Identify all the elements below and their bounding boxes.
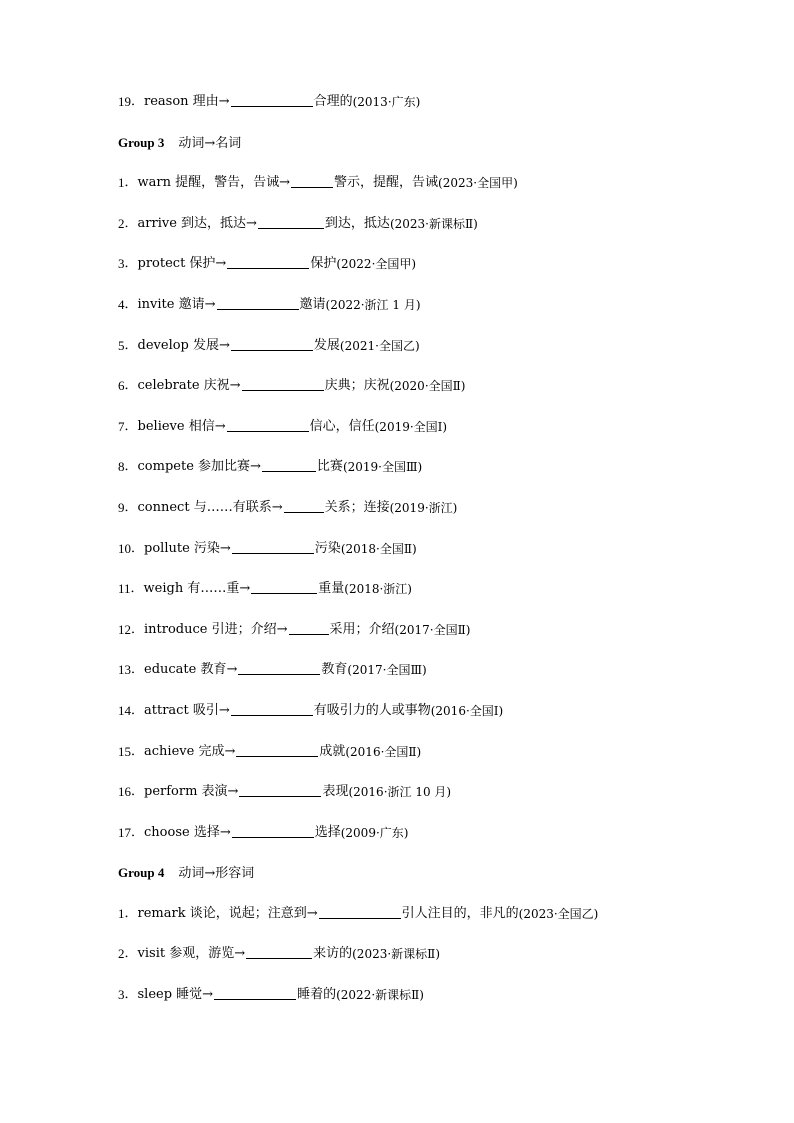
item-separator: ．: [124, 987, 138, 1003]
item-number: 3: [118, 987, 125, 1003]
answer-blank[interactable]: [231, 701, 313, 716]
item-word: sleep 睡觉→: [137, 987, 214, 1003]
item-separator: ．: [124, 215, 138, 231]
answer-blank[interactable]: [289, 620, 329, 635]
answer-blank[interactable]: [217, 295, 299, 310]
item-source: (2022·新课标Ⅱ): [336, 988, 424, 1003]
group-title: 动词→形容词: [178, 866, 255, 882]
item-meaning: 关系；连接: [324, 499, 390, 515]
item-number: 2: [118, 215, 125, 231]
item-number: 14: [118, 702, 131, 718]
item-separator: ．: [131, 621, 145, 637]
item-word: choose 选择→: [144, 824, 231, 840]
group-label: Group 3: [118, 134, 165, 150]
item-meaning: 教育: [321, 662, 348, 678]
exercise-item: [118, 214, 738, 255]
item-number: 9: [118, 499, 125, 515]
item-meaning: 到达，抵达: [324, 215, 390, 231]
exercise-item: [118, 539, 738, 580]
item-meaning: 庆典；庆祝: [324, 378, 390, 394]
item-separator: ．: [124, 175, 138, 191]
item-meaning: 污染: [314, 540, 341, 556]
item-number: 1: [118, 905, 125, 921]
exercise-item: [118, 944, 738, 985]
item-separator: ．: [131, 540, 145, 556]
answer-blank[interactable]: [291, 173, 333, 188]
item-meaning: 表现: [322, 784, 349, 800]
item-number: 6: [118, 378, 125, 394]
answer-blank[interactable]: [231, 92, 313, 107]
item-word: reason 理由→: [144, 94, 230, 109]
answer-blank[interactable]: [262, 457, 316, 472]
item-word: invite 邀请→: [137, 296, 216, 312]
exercise-item: [118, 985, 738, 1026]
item-meaning: 保护: [310, 256, 337, 272]
item-meaning: 睡着的: [297, 987, 337, 1003]
item-source: (2018·浙江): [344, 582, 412, 597]
item-separator: ．: [131, 702, 145, 718]
item-source: (2023·全国甲): [438, 176, 518, 191]
item-meaning: 发展: [313, 337, 340, 353]
item-source: (2022·浙江 1 月): [325, 297, 421, 312]
answer-blank[interactable]: [214, 985, 296, 1000]
exercise-item: [118, 742, 738, 783]
exercise-item: [118, 376, 738, 417]
item-number: 19: [118, 94, 131, 109]
item-meaning: 警示，提醒，告诫: [334, 175, 439, 191]
item-word: celebrate 庆祝→: [137, 378, 241, 394]
item-separator: ．: [124, 296, 138, 312]
item-number: 17: [118, 824, 131, 840]
item-number: 4: [118, 296, 125, 312]
item-separator: ．: [124, 337, 138, 353]
item-meaning: 比赛: [316, 459, 343, 475]
group-heading: [118, 133, 738, 174]
item-number: 15: [118, 743, 131, 759]
item-word: introduce 引进；介绍→: [144, 621, 288, 637]
item-word: connect 与……有联系→: [137, 499, 283, 515]
answer-blank[interactable]: [236, 742, 318, 757]
answer-blank[interactable]: [239, 782, 321, 797]
item-word: compete 参加比赛→: [137, 459, 261, 475]
item-word: visit 参观，游览→: [137, 946, 246, 962]
group-title: 动词→名词: [178, 135, 242, 151]
item-word: weigh 有……重→: [143, 581, 251, 597]
item-source: (2019·全国Ⅰ): [374, 419, 448, 434]
exercise-item: [118, 498, 738, 539]
item-word: protect 保护→: [137, 256, 227, 272]
group-heading: [118, 863, 738, 904]
answer-blank[interactable]: [246, 944, 312, 959]
item-meaning: 邀请: [299, 296, 326, 312]
item-source: (2017·全国Ⅲ): [347, 663, 427, 678]
exercise-item: [118, 579, 738, 620]
item-separator: ．: [124, 459, 138, 475]
item-word: arrive 到达，抵达→: [137, 215, 257, 231]
answer-blank[interactable]: [319, 904, 401, 919]
item-source: (2016·全国Ⅰ): [430, 703, 504, 718]
item-meaning: 信心，信任: [309, 418, 375, 434]
item-source: (2019·全国Ⅲ): [342, 460, 423, 475]
answer-blank[interactable]: [251, 579, 317, 594]
item-number: 2: [118, 946, 125, 962]
exercise-item: [118, 660, 738, 701]
item-source: (2023·全国乙): [518, 906, 599, 921]
item-number: 13: [118, 662, 131, 678]
item-separator: ．: [124, 418, 138, 434]
item-meaning: 选择: [314, 824, 341, 840]
item-word: pollute 污染→: [144, 540, 231, 556]
item-number: 12: [118, 621, 131, 637]
item-source: (2013·广东): [352, 95, 421, 109]
item-separator: ．: [131, 662, 145, 678]
answer-blank[interactable]: [232, 823, 314, 838]
exercise-item: [118, 904, 738, 945]
item-separator: ．: [131, 824, 145, 840]
exercise-item: [118, 336, 738, 377]
exercise-item: [118, 173, 738, 214]
item-number: 8: [118, 459, 125, 475]
answer-blank[interactable]: [227, 417, 309, 432]
item-number: 7: [118, 418, 125, 434]
item-number: 16: [118, 784, 131, 800]
item-separator: ．: [131, 94, 145, 109]
answer-blank[interactable]: [258, 214, 324, 229]
item-source: (2018·全国Ⅱ): [340, 541, 417, 556]
worksheet-page: [118, 92, 738, 1026]
item-word: remark 谈论，说起；注意到→: [137, 905, 318, 921]
item-source: (2019·浙江): [389, 500, 458, 515]
exercise-item: [118, 782, 738, 823]
item-separator: ．: [124, 499, 138, 515]
item-source: (2009·广东): [340, 825, 409, 840]
item-word: attract 吸引→: [144, 702, 230, 718]
item-separator: ．: [124, 378, 138, 394]
answer-blank[interactable]: [242, 376, 324, 391]
exercise-item: [118, 92, 738, 133]
item-source: (2022·全国甲): [336, 257, 417, 272]
item-source: (2021·全国乙): [339, 338, 420, 353]
item-word: perform 表演→: [144, 784, 239, 800]
exercise-item: [118, 295, 738, 336]
item-word: warn 提醒，警告，告诫→: [137, 175, 291, 191]
item-number: 10: [118, 540, 131, 556]
answer-blank[interactable]: [232, 539, 314, 554]
exercise-item: [118, 620, 738, 661]
item-meaning: 重量: [318, 581, 345, 597]
item-word: achieve 完成→: [144, 743, 236, 759]
item-number: 11: [118, 581, 131, 597]
item-separator: ．: [124, 946, 138, 962]
item-meaning: 引人注目的，非凡的: [401, 905, 519, 921]
item-separator: ．: [131, 784, 145, 800]
answer-blank[interactable]: [227, 254, 309, 269]
exercise-item: [118, 457, 738, 498]
item-number: 3: [118, 256, 125, 272]
item-meaning: 合理的: [313, 94, 353, 109]
group-label: Group 4: [118, 865, 165, 881]
item-meaning: 有吸引力的人或事物: [313, 702, 431, 718]
exercise-item: [118, 701, 738, 742]
exercise-item: [118, 254, 738, 295]
item-word: believe 相信→: [137, 418, 226, 434]
item-meaning: 来访的: [313, 946, 353, 962]
answer-blank[interactable]: [284, 498, 324, 513]
item-source: (2016·全国Ⅱ): [345, 744, 422, 759]
item-meaning: 采用；介绍: [329, 621, 395, 637]
item-separator: ．: [124, 256, 138, 272]
item-source: (2020·全国Ⅱ): [389, 379, 466, 394]
exercise-item: [118, 417, 738, 458]
answer-blank[interactable]: [231, 336, 313, 351]
item-word: develop 发展→: [137, 337, 230, 353]
item-source: (2023·新课标Ⅱ): [389, 216, 478, 231]
item-separator: ．: [130, 581, 144, 597]
item-meaning: 成就: [319, 743, 346, 759]
answer-blank[interactable]: [238, 660, 320, 675]
item-source: (2023·新课标Ⅱ): [352, 947, 440, 962]
exercise-item: [118, 823, 738, 864]
item-number: 1: [118, 175, 125, 191]
item-source: (2017·全国Ⅱ): [394, 622, 471, 637]
item-separator: ．: [124, 905, 138, 921]
item-source: (2016·浙江 10 月): [348, 785, 452, 800]
item-word: educate 教育→: [144, 662, 238, 678]
item-number: 5: [118, 337, 125, 353]
item-separator: ．: [131, 743, 145, 759]
